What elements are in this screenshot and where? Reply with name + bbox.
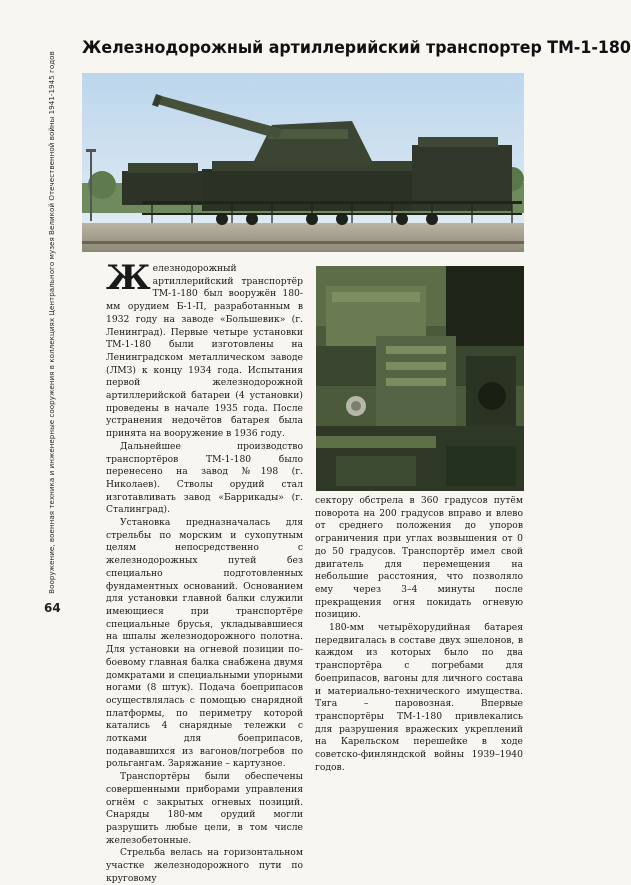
- mechanism-photo: [316, 266, 524, 491]
- paragraph-1-text: елезнодорожный артиллерийский транспортёр ТМ-1-180 был вооружён 180-мм орудием Б-1-П, разработанным в 1932 году на заводе «Большевик» (г. Ленинград). Первые четыре установки ТМ-1-180 были изготовлены на Ленинградском металлическом заводе (ЛМЗ) к концу 1934 года. Испытания первой железнодорожной артиллерийской батареи (4 установки) проведены в начале 1935 года. После устранения недочётов батарея была принята на вооружение в 1936 году.: [106, 263, 303, 440]
- drop-cap: Ж: [106, 258, 151, 298]
- transporter-photo: [82, 73, 524, 252]
- article-left-column: [106, 258, 303, 885]
- transporter-illustration: [82, 73, 524, 252]
- side-caption: Вооружение, военная техника и инженерные сооружения в коллекциях Центрального музея Великой Отечественной войны 1941-1945 годов: [46, 51, 56, 594]
- page-title: Железнодорожный артиллерийский транспортер ТМ-1-180: [82, 38, 631, 58]
- paragraph-5: Стрельба велась на горизонтальном участке железнодорожного пути по круговому: [106, 847, 303, 884]
- paragraph-2: Дальнейшее производство транспортёров ТМ-1-180 было перенесено на завод №198 (г. Николаев). Стволы орудий стал изготавливать завод «Баррикады» (г. Сталинград).: [106, 440, 303, 516]
- paragraph-7: 180-мм четырёхорудийная батарея передвигалась в составе двух эшелонов, в каждом из которых было по два транспортёра с погребами для боеприпасов, вагоны для личного состава и материально-технического имущества. Тяга – паровозная. Впервые транспортёры ТМ-1-180 привлекались для разрушения вражеских укреплений на Карельском перешейке в ходе советско-финляндской войны 1939–1940 годов.: [315, 622, 523, 773]
- page-number: 64: [44, 601, 61, 615]
- paragraph-3: Установка предназначалась для стрельбы по морским и сухопутным целям непосредственно с железнодорожных путей без специально подготовленных фундаментных оснований. Основанием для установки главной балки служили имеющиеся при транспортёре специальные брусья, укладывавшиеся на шпалы железнодорожного полотна. Для установки на огневой позиции по-боевому главная балка снабжена двумя домкратами и специальными упорными ногами (8 штук). Подача боеприпасов осуществлялась с помощью снарядной платформы, по периметру которой катались 4 снарядные тележки с лотками для боеприпасов, подававшихся из вагонов/погребов по рольгангам. Заряжание – картузное.: [106, 517, 303, 770]
- side-caption-strip: [44, 40, 58, 605]
- mechanism-illustration: [316, 266, 524, 491]
- paragraph-6: сектору обстрела в 360 градусов путём поворота на 200 градусов вправо и влево от среднего положения до упоров ограничения при углах возвышения от 0 до 50 градусов. Транспортёр имел свой двигатель для перемещения на небольшие расстояния, что позволяло ему через 3–4 минуты после прекращения огня покидать огневую позицию.: [315, 495, 523, 621]
- article-right-column: [315, 495, 523, 774]
- paragraph-1: [106, 258, 303, 441]
- paragraph-4: Транспортёры были обеспечены совершенными приборами управления огнём с закрытых огневых позиций. Снаряды 180-мм орудий могли разрушить любые цели, в том числе железобетонные.: [106, 771, 303, 846]
